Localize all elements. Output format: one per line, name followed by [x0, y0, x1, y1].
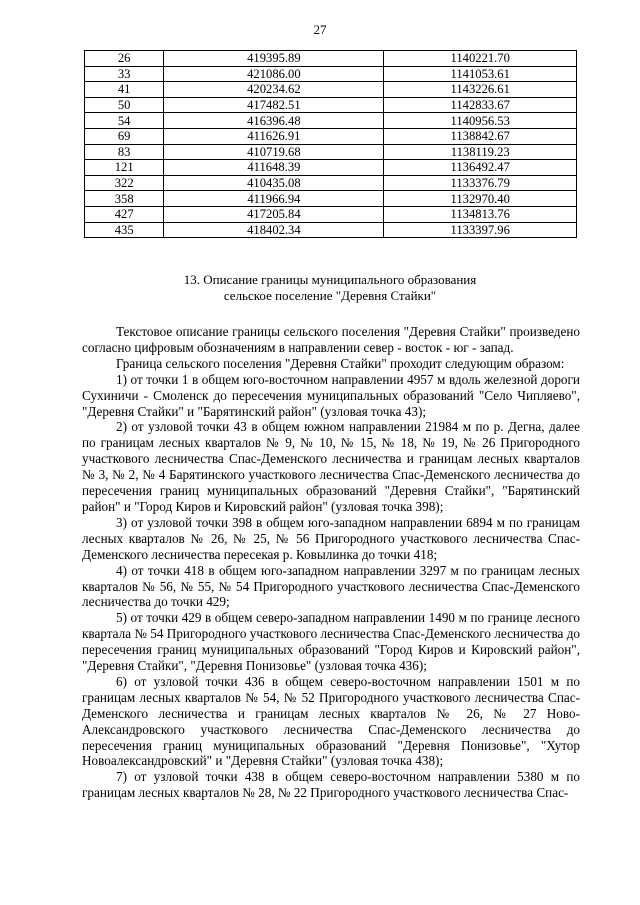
paragraph: 4) от точки 418 в общем юго-западном направлении 3297 м по границам лесных кварталов № 56, № 55, № 54 Пригородного участкового лесничества Спас-Деменского лесничества до точки 429; — [82, 562, 580, 610]
section-title-line-2: сельское поселение "Деревня Стайки" — [223, 288, 437, 303]
y-coordinate-cell: 1134813.76 — [384, 206, 577, 222]
x-coordinate-cell: 411626.91 — [164, 128, 384, 144]
point-number-cell: 83 — [85, 144, 164, 160]
x-coordinate-cell: 417205.84 — [164, 206, 384, 222]
table-row — [85, 160, 577, 176]
x-coordinate-cell: 411966.94 — [164, 191, 384, 207]
x-coordinate-cell: 420234.62 — [164, 82, 384, 98]
point-number-cell: 121 — [85, 160, 164, 176]
y-coordinate-cell: 1133376.79 — [384, 175, 577, 191]
paragraph: 1) от точки 1 в общем юго-восточном направлении 4957 м вдоль железной дороги Сухиничи - Смоленск до пересечения муниципальных образований "Село Чипляево", "Деревня Стайки" и "Барятинский район" (узловая точка 43); — [82, 371, 580, 419]
point-number-cell: 26 — [85, 51, 164, 67]
point-number-cell: 69 — [85, 128, 164, 144]
y-coordinate-cell: 1133397.96 — [384, 222, 577, 238]
table-row — [85, 113, 577, 129]
y-coordinate-cell: 1141053.61 — [384, 66, 577, 82]
table-row — [85, 191, 577, 207]
page-number: 27 — [313, 22, 327, 37]
table-row — [85, 82, 577, 98]
paragraph: 3) от узловой точки 398 в общем юго-западном направлении 6894 м по границам лесных кварталов № 26, № 25, № 56 Пригородного участкового лесничества Спас-Деменского лесничества пересекая р. Ковылинка до точки 418; — [82, 514, 580, 562]
table-row — [85, 128, 577, 144]
x-coordinate-cell: 410719.68 — [164, 144, 384, 160]
paragraph: 2) от узловой точки 43 в общем южном направлении 21984 м по р. Дегна, далее по границам лесных кварталов № 9, № 10, № 15, № 18, № 19, № 26 Пригородного участкового лесничества Спас-Деменского лесничества и границам лесных кварталов № 3, № 2, № 4 Барятинского участкового лесничества Спас-Деменского лесничества до пересечения границ муниципальных образований "Деревня Стайки", "Барятинский район" и "Город Киров и Кировский район" (узловая точка 398); — [82, 419, 580, 514]
y-coordinate-cell: 1136492.47 — [384, 160, 577, 176]
y-coordinate-cell: 1140221.70 — [384, 51, 577, 67]
table-row — [85, 51, 577, 67]
y-coordinate-cell: 1140956.53 — [384, 113, 577, 129]
point-number-cell: 33 — [85, 66, 164, 82]
x-coordinate-cell: 416396.48 — [164, 113, 384, 129]
x-coordinate-cell: 410435.08 — [164, 175, 384, 191]
point-number-cell: 435 — [85, 222, 164, 238]
section-heading — [80, 272, 580, 304]
y-coordinate-cell: 1142833.67 — [384, 97, 577, 113]
table-row — [85, 66, 577, 82]
y-coordinate-cell: 1132970.40 — [384, 191, 577, 207]
point-number-cell: 322 — [85, 175, 164, 191]
section-title-line-1: 13. Описание границы муниципального образования — [183, 272, 477, 287]
point-number-cell: 358 — [85, 191, 164, 207]
point-number-cell: 427 — [85, 206, 164, 222]
paragraph: 5) от точки 429 в общем северо-западном направлении 1490 м по границе лесного квартала № 54 Пригородного участкового лесничества Спас-Деменского лесничества до пересечения границ муниципальных образований "Город Киров и Кировский район", "Деревня Стайки", "Деревня Понизовье" (узловая точка 436); — [82, 610, 580, 674]
point-number-cell: 41 — [85, 82, 164, 98]
table-row — [85, 206, 577, 222]
point-number-cell: 50 — [85, 97, 164, 113]
table-row — [85, 175, 577, 191]
paragraph: Граница сельского поселения "Деревня Стайки" проходит следующим образом: — [116, 355, 565, 371]
paragraph: 7) от узловой точки 438 в общем северо-восточном направлении 5380 м по границам лесных кварталов № 28, № 22 Пригородного участкового лесничества Спас- — [82, 769, 580, 801]
table-row — [85, 144, 577, 160]
point-number-cell: 54 — [85, 113, 164, 129]
paragraph: Текстовое описание границы сельского поселения "Деревня Стайки" произведено согласно цифровым обозначениям в направлении север - восток - юг - запад. — [82, 324, 580, 355]
x-coordinate-cell: 421086.00 — [164, 66, 384, 82]
boundary-description — [82, 324, 580, 801]
y-coordinate-cell: 1138842.67 — [384, 128, 577, 144]
paragraph: 6) от узловой точки 436 в общем северо-восточном направлении 1501 м по границам лесных кварталов № 54, № 52 Пригородного участкового лесничества Спас-Деменского лесничества и границам лесных кварталов № 26, № 27 Ново-Александровского участкового лесничества Спас-Деменского лесничества до пересечения границ муниципальных образований "Деревня Понизовье", "Хутор Новоалександровский" и "Деревня Стайки" (узловая точка 438); — [82, 673, 580, 769]
x-coordinate-cell: 417482.51 — [164, 97, 384, 113]
x-coordinate-cell: 419395.89 — [164, 51, 384, 67]
x-coordinate-cell: 418402.34 — [164, 222, 384, 238]
x-coordinate-cell: 411648.39 — [164, 160, 384, 176]
coordinates-table — [84, 50, 577, 238]
y-coordinate-cell: 1143226.61 — [384, 82, 577, 98]
table-row — [85, 222, 577, 238]
table-row — [85, 97, 577, 113]
y-coordinate-cell: 1138119.23 — [384, 144, 577, 160]
